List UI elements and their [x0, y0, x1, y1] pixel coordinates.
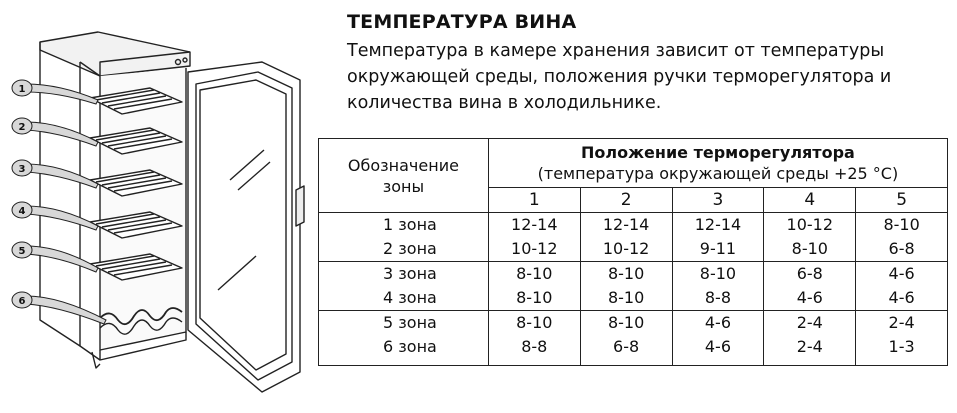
value-cell: 8-10 8-8 [488, 311, 580, 366]
value-cell: 8-10 8-10 [488, 262, 580, 311]
callout-5: 5 [18, 246, 26, 257]
value-cell: 4-6 4-6 [672, 311, 764, 366]
value-cell: 4-6 4-6 [856, 262, 948, 311]
position-header: 2 [580, 188, 672, 213]
position-header: 5 [856, 188, 948, 213]
regulator-subheader: (температура окружающей среды +25 °C) [537, 164, 899, 183]
callout-2: 2 [18, 122, 26, 133]
callout-3: 3 [18, 164, 26, 175]
value-cell: 8-10 6-8 [856, 213, 948, 262]
zone-header: Обозначение зоны [319, 139, 489, 213]
callout-6: 6 [18, 296, 26, 307]
position-header: 1 [488, 188, 580, 213]
value-cell: 8-10 8-8 [672, 262, 764, 311]
callout-4: 4 [18, 206, 26, 217]
description-line: Температура в камере хранения зависит от температуры [347, 41, 885, 61]
value-cell: 12-14 10-12 [488, 213, 580, 262]
table-row [319, 311, 948, 366]
position-header: 3 [672, 188, 764, 213]
value-cell: 12-14 10-12 [580, 213, 672, 262]
value-cell: 8-10 8-10 [580, 262, 672, 311]
value-cell: 10-12 8-10 [764, 213, 856, 262]
position-header: 4 [764, 188, 856, 213]
regulator-header: Положение терморегулятора (температура окружающей среды +25 °C) [488, 139, 947, 188]
description-line: окружающей среды, положения ручки терморегулятора и [347, 67, 892, 87]
zone-cell: 3 зона 4 зона [319, 262, 489, 311]
description-line: количества вина в холодильнике. [347, 93, 662, 113]
table-row [319, 262, 948, 311]
value-cell: 8-10 6-8 [580, 311, 672, 366]
value-cell: 6-8 4-6 [764, 262, 856, 311]
zone-cell: 1 зона 2 зона [319, 213, 489, 262]
wine-fridge-illustration [0, 0, 330, 413]
callout-1: 1 [18, 84, 26, 95]
value-cell: 2-4 1-3 [856, 311, 948, 366]
value-cell: 2-4 2-4 [764, 311, 856, 366]
value-cell: 12-14 9-11 [672, 213, 764, 262]
description [347, 38, 947, 116]
table-row [319, 213, 948, 262]
temperature-table [318, 138, 948, 366]
page-title: ТЕМПЕРАТУРА ВИНА [347, 11, 577, 33]
zone-cell: 5 зона 6 зона [319, 311, 489, 366]
